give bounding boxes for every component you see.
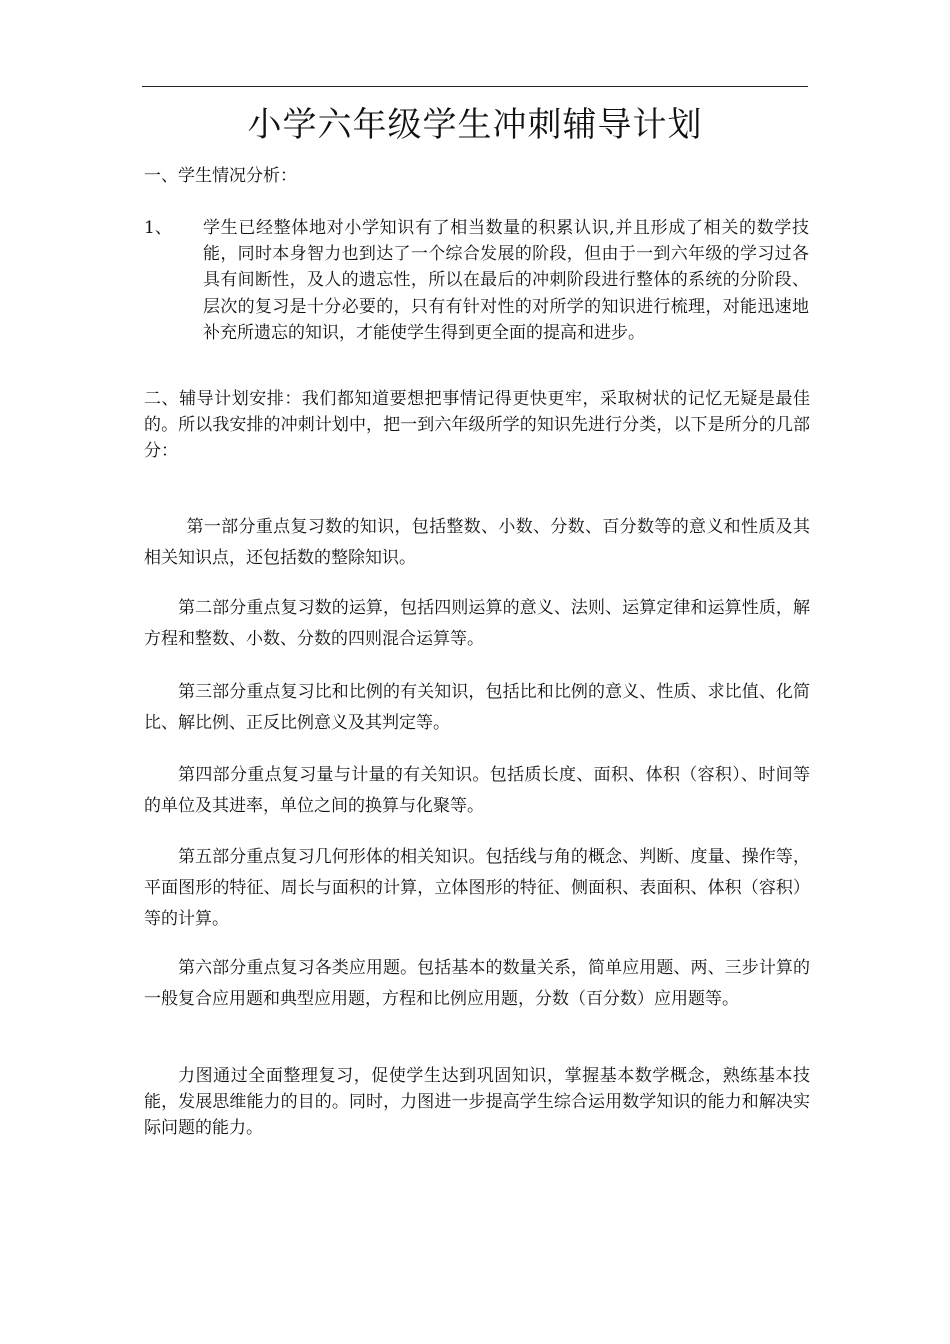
header-rule [142,86,808,87]
item-number: 1、 [144,218,172,238]
item-paragraph: 学生已经整体地对小学知识有了相当数量的积累认识,并且形成了相关的数学技能，同时本身智力也到达了一个综合发展的阶段，但由于一到六年级的学习过各具有间断性，及人的遗忘性，所以在最后的冲刺阶段进行整体的系统的分阶段、层次的复习是十分必要的，只有有针对性的对所学的知识进行梳理，对能迅速地补充所遗忘的知识，才能使学生得到更全面的提高和进步。 [203,218,809,343]
section-tutoring-plan: 二、辅导计划安排：我们都知道要想把事情记得更快更牢，采取树状的记忆无疑是最佳的。所以我安排的冲刺计划中，把一到六年级所学的知识先进行分类，以下是所分的几部分： [144,389,810,462]
part-paragraph-3: 第三部分重点复习比和比例的有关知识，包括比和比例的意义、性质、求比值、化简比、解比例、正反比例意义及其判定等。 [144,682,810,733]
part-paragraph-5: 第五部分重点复习几何形体的相关知识。包括线与角的概念、判断、度量、操作等，平面图形的特征、周长与面积的计算，立体图形的特征、侧面积、表面积、体积（容积）等的计算。 [144,847,810,929]
part-paragraph-6: 第六部分重点复习各类应用题。包括基本的数量关系，简单应用题、两、三步计算的一般复合应用题和典型应用题，方程和比例应用题，分数（百分数）应用题等。 [144,958,810,1009]
part-paragraph-1: 第一部分重点复习数的知识，包括整数、小数、分数、百分数等的意义和性质及其相关知识点，还包括数的整除知识。 [144,517,810,568]
document-title: 小学六年级学生冲刺辅导计划 [247,105,703,145]
section-heading-student-analysis: 一、学生情况分析： [144,166,297,186]
closing-paragraph: 力图通过全面整理复习，促使学生达到巩固知识，掌握基本数学概念，熟练基本技能，发展思维能力的目的。同时，力图进一步提高学生综合运用数学知识的能力和解决实际问题的能力。 [144,1066,810,1139]
part-paragraph-4: 第四部分重点复习量与计量的有关知识。包括质长度、面积、体积（容积）、时间等的单位及其进率，单位之间的换算与化聚等。 [144,765,810,816]
part-paragraph-2: 第二部分重点复习数的运算，包括四则运算的意义、法则、运算定律和运算性质，解方程和整数、小数、分数的四则混合运算等。 [144,598,810,649]
